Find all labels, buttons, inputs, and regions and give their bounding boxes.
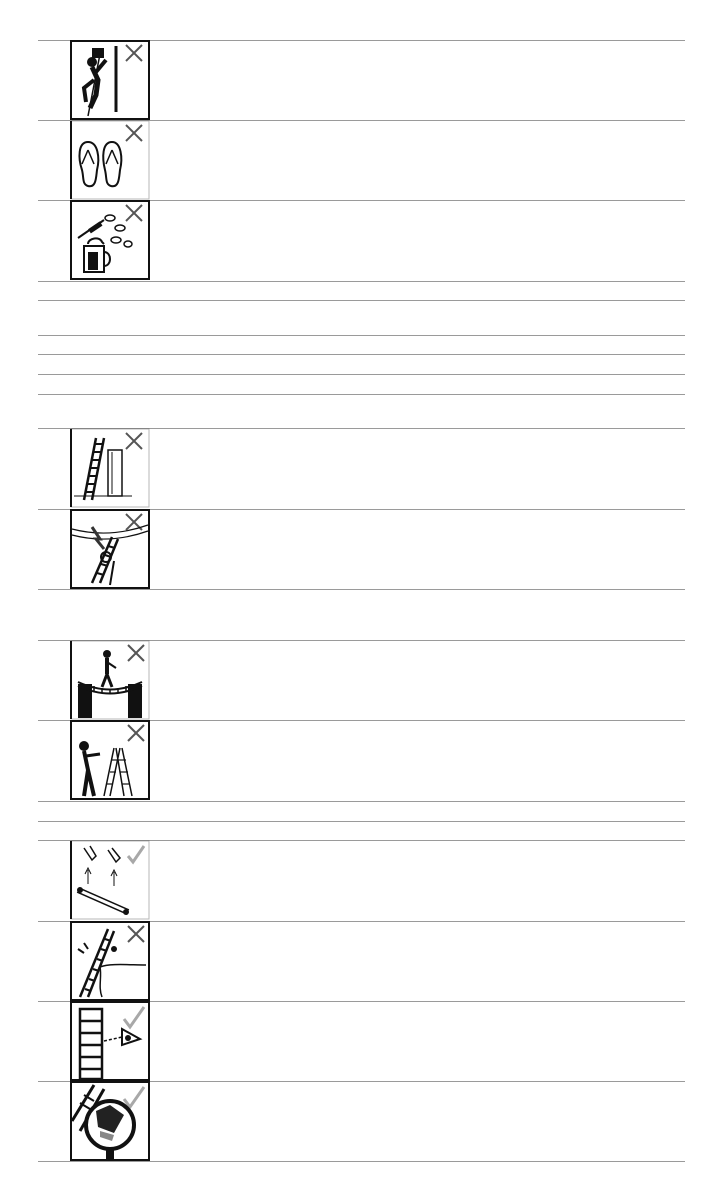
divider xyxy=(38,354,685,355)
divider xyxy=(38,300,685,301)
ladder-feet-accessory-icon xyxy=(70,840,150,920)
divider xyxy=(38,821,685,822)
climbing-over-ladder-top-icon xyxy=(70,40,150,120)
flip-flops-icon xyxy=(70,120,150,200)
magnify-ladder-foot-icon xyxy=(70,1081,150,1161)
ladder-against-door-icon xyxy=(70,428,150,508)
ladder-used-as-bridge-icon xyxy=(70,640,150,720)
divider xyxy=(38,394,685,395)
inspect-ladder-icon xyxy=(70,1001,150,1081)
divider xyxy=(38,801,685,802)
divider xyxy=(38,1161,685,1162)
divider xyxy=(38,589,685,590)
divider xyxy=(38,335,685,336)
divider xyxy=(38,281,685,282)
ladder-near-power-lines-icon xyxy=(70,509,150,589)
person-standing-top-ladder-icon xyxy=(70,720,150,800)
divider xyxy=(38,374,685,375)
drugs-alcohol-icon xyxy=(70,200,150,280)
ladder-on-uneven-ground-icon xyxy=(70,921,150,1001)
